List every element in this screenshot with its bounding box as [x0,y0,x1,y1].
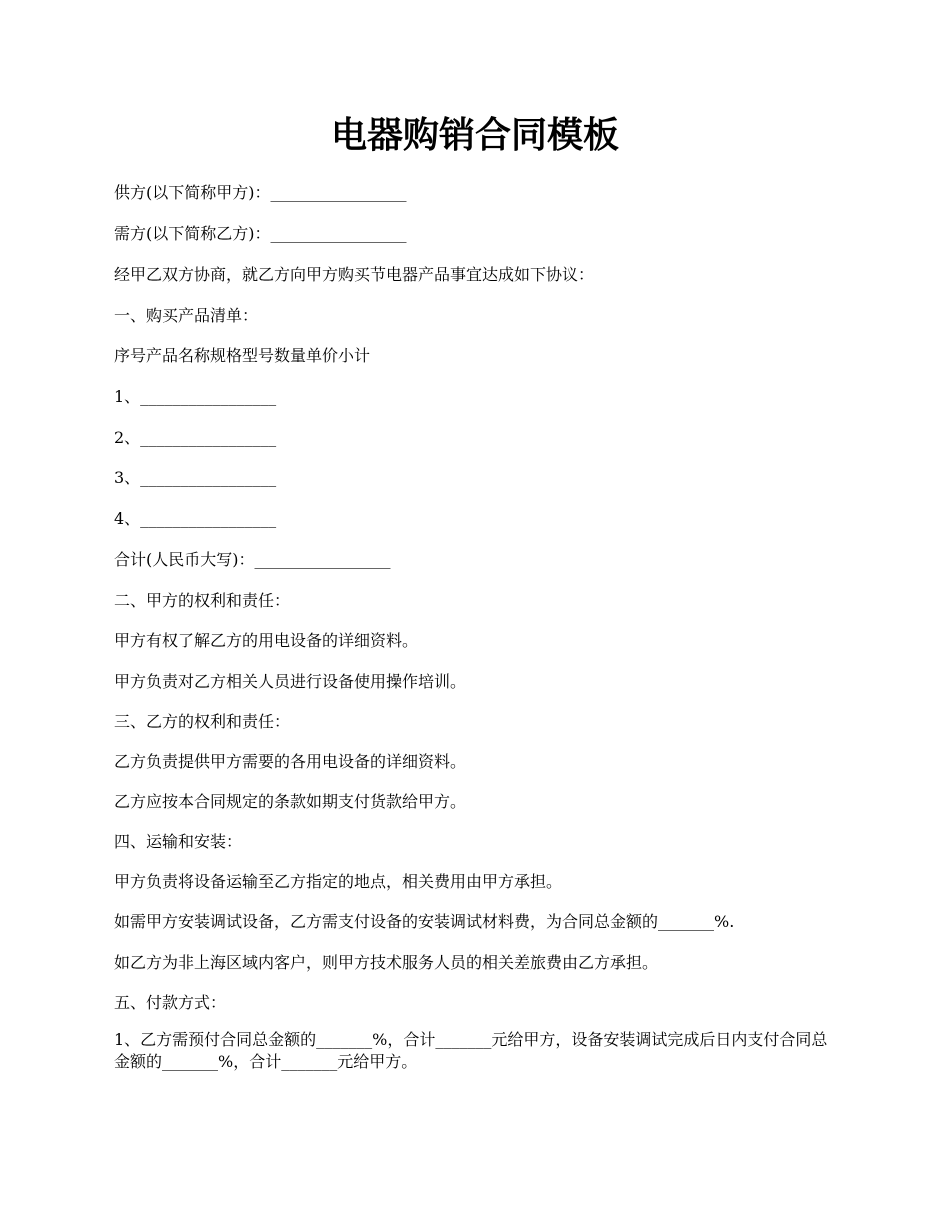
product-row-1: 1、_________________ [114,387,277,406]
section-3-heading: 三、乙方的权利和责任： [114,712,291,731]
party-a-right-1: 甲方有权了解乙方的用电设备的详细资料。 [114,631,419,650]
product-row-3: 3、_________________ [114,468,277,487]
party-b-right-2: 乙方应按本合同规定的条款如期支付货款给甲方。 [114,792,467,811]
transport-clause-1: 甲方负责将设备运输至乙方指定的地点，相关费用由甲方承担。 [114,872,563,891]
transport-clause-3: 如乙方为非上海区域内客户，则甲方技术服务人员的相关差旅费由乙方承担。 [114,953,659,972]
transport-clause-2: 如需甲方安装调试设备，乙方需支付设备的安装调试材料费，为合同总金额的_______%. [114,912,735,931]
payment-clause-1: 1、乙方需预付合同总金额的_______%，合计_______元给甲方，设备安装调试完成后日内支付合同总金额的_______%，合计_______元给甲方。 [114,1030,828,1071]
party-a-right-2: 甲方负责对乙方相关人员进行设备使用操作培训。 [114,672,467,691]
party-b-right-1: 乙方负责提供甲方需要的各用电设备的详细资料。 [114,752,467,771]
party-a-line: 供方(以下简称甲方)：_________________ [114,183,407,202]
total-line: 合计(人民币大写)：_________________ [114,550,391,569]
party-b-line: 需方(以下简称乙方)：_________________ [114,224,407,243]
section-4-heading: 四、运输和安装： [114,832,243,851]
section-5-heading: 五、付款方式： [114,993,227,1012]
agreement-intro: 经甲乙双方协商，就乙方向甲方购买节电器产品事宜达成如下协议： [114,265,595,284]
product-row-4: 4、_________________ [114,509,277,528]
section-1-heading: 一、购买产品清单： [114,306,259,325]
product-list-header: 序号产品名称规格型号数量单价小计 [114,346,371,365]
section-2-heading: 二、甲方的权利和责任： [114,591,291,610]
document-title: 电器购销合同模板 [330,115,619,156]
product-row-2: 2、_________________ [114,428,277,447]
